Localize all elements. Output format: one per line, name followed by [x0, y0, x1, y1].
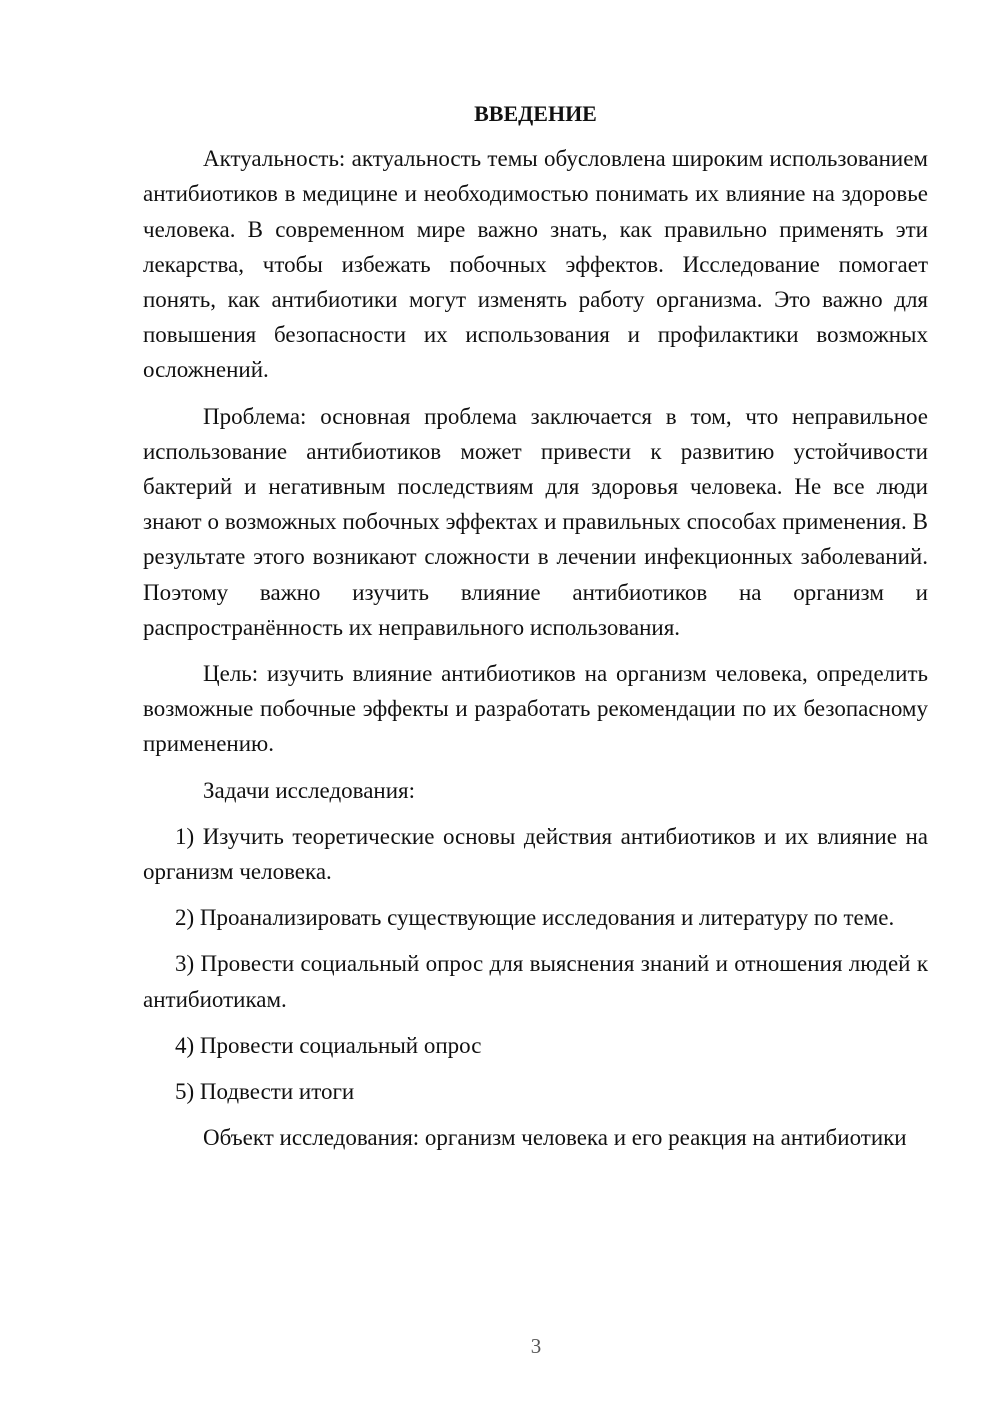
task-item-3: 3) Провести социальный опрос для выяснения знаний и отношения людей к антибиотикам. [143, 951, 928, 1012]
paragraph-actuality: Актуальность: актуальность темы обусловлена широким использованием антибиотиков в медицине и необходимостью понимать их влияние на здоровье человека. В современном мире важно знать, как правильно применять эти лекарства, чтобы избежать побочных эффектов. Исследование помогает понять, как антибиотики могут изменять работу организма. Это важно для повышения безопасности их использования и профилактики возможных осложнений. [143, 146, 928, 383]
tasks-heading: Задачи исследования: [203, 777, 416, 803]
task-item-1: 1) Изучить теоретические основы действия антибиотиков и их влияние на организм человека. [143, 823, 928, 885]
paragraph-goal: Цель: изучить влияние антибиотиков на организм человека, определить возможные побочные эффекты и разработать рекомендации по их безопасному применению. [143, 661, 928, 757]
section-title: ВВЕДЕНИЕ [474, 101, 597, 126]
task-item-4: 4) Провести социальный опрос [175, 1032, 482, 1058]
paragraph-problem: Проблема: основная проблема заключается в том, что неправильное использование антибиотиков может привести к развитию устойчивости бактерий и негативным последствиям для здоровья человека. Не все люди знают о возможных побочных эффектах и правильных способах применения. В результате этого возникают сложности в лечении инфекционных заболеваний. Поэтому важно изучить влияние антибиотиков на организм и распространённость их неправильного использования. [143, 403, 928, 640]
document-page [143, 96, 928, 1155]
page-number: 3 [530, 1334, 542, 1358]
task-item-5: 5) Подвести итоги [175, 1079, 355, 1105]
task-item-2: 2) Проанализировать существующие исследования и литературу по теме. [175, 905, 895, 931]
paragraph-object: Объект исследования: организм человека и его реакция на антибиотики [203, 1125, 907, 1151]
